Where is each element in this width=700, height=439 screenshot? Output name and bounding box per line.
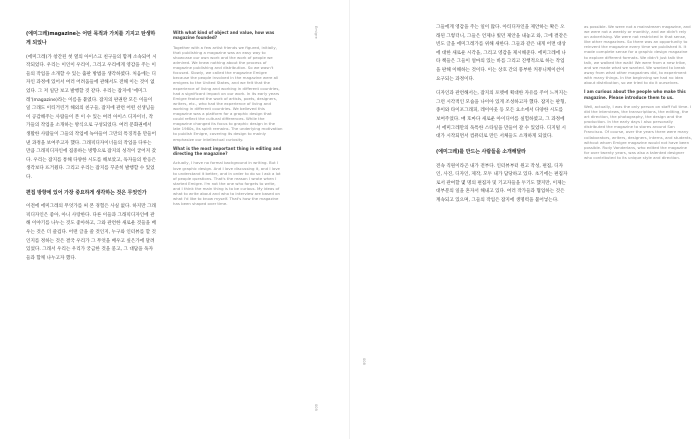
body-paragraph: 그들에게 영감을 주는 일이 많다. 아티디자인을 제안하는 확은 오래된 그렇더니, 그들은 언제나 빛던 제안을 내놓고 와, 그에 결같은 빈도 글을 에미그레가를 위해 새한다. 그들과 같은 내게 어면 대상에 대한 새로운 시각을, 그리고 영감을 제시해준다. 에미그레에 나타 책들은 그들이 얼마의 있는 바를 그리고 진행적으로 하는 작업을 판해 이해하는 것이다. 이는 상호 간의 풍부한 커뮤니케이션이 요구되는 과정이다.: [436, 25, 568, 82]
question-heading: With what kind of object and value, how was magazine founded?: [173, 30, 275, 41]
right-english-column: [584, 24, 692, 324]
running-head: Emigre: [314, 26, 318, 39]
body-paragraph: 이전에 에미그레의 무엇가를 써 본 경험은 사실 없다. 하지만 그래픽디자인은 좋아, 아니 사랑한다. 다른 이들과 그래픽디자인에 관해 이야기를 나누는 것도 좋아하고, 그와 관련한 새로운 것들을 배우는 것은 더 즐겁다. 어떤 글을 쓸 것인지, 누구와 인터뷰를 할 것인지를 정하는 것은 결국 우리가 그 무엇을 배우고 싶은가에 달려있었다. 그래서 우리는 우리가 궁금한 것을 묻고, 그 대답을 독자들과 함께 나누고자 했다.: [26, 204, 156, 261]
question-heading: What is the most important thing in editing and directing the magazine?: [173, 145, 282, 156]
page-number: 008: [362, 358, 366, 365]
page-number: 009: [314, 404, 318, 411]
body-paragraph: Well, actually, I was the only person on staff full time. I did the interviews, the transcriptions, the editing, the art direction, the photography, the design and the production. In the early days I also personally distributed the magazine to stores around San Francisco. Of course, over the years there were many collaborators, writers, designers, interns, and students, without whom Emigre magazine would not have been possible. Rudy Vanderlans, who edited the magazine for over twenty years, was also a talented designer who contributed to its unique style and direction.: [584, 103, 692, 160]
body-paragraph: Actually, I have no formal background in writing. But I love graphic design. And I love discussing it, and I love to understand it better, and in order to do so I ask a lot of people questions. That's the reason I wrote when I started Emigre. I'm not the one who forgets to write, and I think the main thing is to be curious. My ideas of what to write about and who to interview are based on what I'd like to know myself. That's how the magazine has been shaped over time.: [173, 160, 281, 207]
left-korean-column: [26, 30, 157, 430]
body-paragraph: 디자인과 관련해서는, 잡지의 포맷에 획대한 자유를 주어 느껴지는 그런 시각적인 모습을 나이아 있게 조성하고자 했다. 잡지는 판형, 종이와 타이포그래피, 레이아웃 등 모든 요소에서 다양한 시도를 보여주었다. 매 호마다 새로운 아이디어를 실험하였고, 그 과정에서 에미그레만의 독특한 스타일을 만들어 갈 수 있었다. 디지털 시대가 시작되면서 컴퓨터로 만든 서체들도 소개하게 되었다.: [436, 91, 568, 140]
question-heading: (에미그레)magazine는 어떤 목적과 가치를 기지고 탄생하게 되었나: [26, 31, 156, 46]
question-heading: I am curious about the people who make this magazine. Please introduce them to us.: [584, 89, 686, 100]
body-paragraph: Together with a few artist friends we figured, initially, that publishing a magazine was an easy way to showcase our own work and the work of people we admired. We knew nothing about the process of magazine publishing and distribution. So we wasn't focused. Slowly, we called the magazine Emigre because the people involved in the magazine were all emigres to the United States, and we felt that the experience of living and working in different countries, had a significant impact on our work. In its early years Emigre featured the work of artists, poets, designers, writers, etc., who had the experience of living and working in different countries. We believed this magazine was a platform for a graphic design that could reflect the cultural differences. While the magazine changed its focus to graphic design in the late 1980s, its spirit remains. The underlying motivation to publish Emigre, covering its design to mainly emphasize our intellectual curiosity.: [173, 44, 283, 142]
right-korean-column: [436, 24, 568, 434]
question-heading: (에미그레)를 만드는 사람들을 소개해달라: [436, 148, 526, 155]
body-paragraph: as possible. We were not a mainstream magazine, and we were not a weekly or monthly, and we didn't rely on advertising. We were not restricted in that sense, like other magazines. So there was an opportunity to reinvent the magazine every time we published it. It made complete sense for a graphic design magazine to explore different formats. We didn't just talk the talk, we walked the walk! We were from a new tribe, and we made what we wanted. We wanted to break away from what other magazines did, to experiment with many things. In the beginning we had no idea about distribution, so we tried to do it ourselves.: [584, 24, 691, 86]
right-page: [350, 0, 700, 439]
body-paragraph: (에미그레)가 창간된 첫 열의 아이스크 친구들의 함께 소속되어 시작되었다. 우리는 이인이 우리이, 그리고 우리에게 영감을 주는 이들의 작업을 소개할 수 있는 출판 방법을 생각하였다. 처음에는 디자인 과정에 있어서 여러 어려움들에 관해서도 전해 이는 것이 없었다. 그 저 일단 보고 발행할 것 같다. 우리는 잡지에 '에미그레'(magazine)라는 이름을 붙였다. 잡지의 판권란 모든 이들이 일 그래도 이티거린거 해외의 친구들, 잡지에 관련 어떤 선생님들이 공감해주는 사람들이 본 이 수 있는 여러 아이스 디자이너, 작가들의 작업을 소개하는 방식으로 구성되었다. 여러 문화권에서 생활한 사람들이 그들의 작업에 녹아들어 그만의 특징적을 만들어낸 과정을 보여주고자 했다. 그래픽디자이너들의 작업을 다루는 만큼 그래픽디자인에 집중하는 방향으로 잡지의 성격이 굳어져 갔다. 우리는 잡지를 통해 다양한 시도를 해보았고, 독자들의 반응은 생각보다 뜨거웠다. 그리고 우리는 잡지를 꾸준히 발행할 수 있었다.: [26, 54, 157, 180]
left-english-column: [173, 30, 283, 430]
body-paragraph: 전속 직원이라곤 내가 전부다. 인터뷰부터 원고 작성, 편집, 디자인, 사진, 디자인, 제작, 모두 내가 담당하고 있다. 초기에는 편집자로서 관여할 몇 명의 편집자 및 기고자들을 두기도 했지만, 이제는 대부분의 일을 혼자서 해내고 있다. 여러 작가들과 협업하는 것은 계속되고 있으며, 그들의 작업은 잡지에 생명력을 불어넣는다.: [436, 163, 568, 203]
question-heading: 편집 방향에 있어 가장 중요하게 생각하는 것은 무엇인가: [26, 189, 147, 196]
